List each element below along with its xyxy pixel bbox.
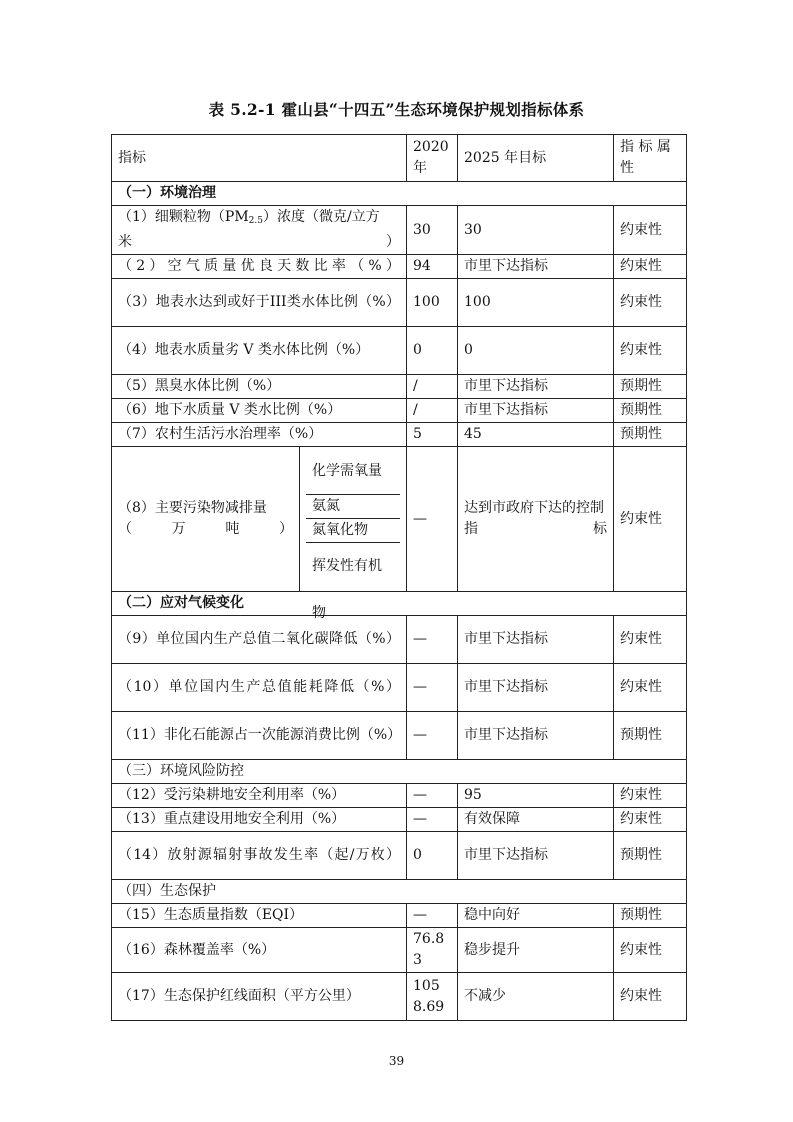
value-2025: 达到市政府下达的控制指标 (458, 447, 614, 592)
indicator-name: （10）单位国内生产总值能耗降低（%） (112, 664, 407, 712)
value-2025: 30 (458, 206, 614, 255)
table-row (112, 832, 687, 880)
table-row (112, 399, 687, 423)
indicator-name: （12）受污染耕地安全利用率（%） (112, 784, 407, 808)
attribute: 约束性 (614, 808, 687, 832)
value-2020: 1058.69 (407, 973, 458, 1021)
attribute: 约束性 (614, 255, 687, 279)
indicator-table (111, 134, 687, 1021)
attribute: 约束性 (614, 616, 687, 664)
attribute: 预期性 (614, 399, 687, 423)
indicator-name: （16）森林覆盖率（%） (112, 928, 407, 973)
value-2025: 市里下达指标 (458, 712, 614, 760)
attribute: 约束性 (614, 447, 687, 592)
attribute: 约束性 (614, 664, 687, 712)
attribute: 约束性 (614, 279, 687, 327)
value-2020: 0 (407, 832, 458, 880)
indicator-name: （17）生态保护红线面积（平方公里） (112, 973, 407, 1021)
table-row (112, 616, 687, 664)
attribute: 预期性 (614, 712, 687, 760)
value-2020: — (407, 904, 458, 928)
indicator-name: （13）重点建设用地安全利用（%） (112, 808, 407, 832)
value-2025: 市里下达指标 (458, 616, 614, 664)
page-number: 39 (388, 1054, 405, 1068)
table-row (112, 447, 687, 592)
header-indicator: 指标 (112, 135, 407, 182)
value-2025: 市里下达指标 (458, 399, 614, 423)
attribute: 约束性 (614, 928, 687, 973)
value-2025: 市里下达指标 (458, 255, 614, 279)
table-row (112, 712, 687, 760)
section-row (112, 760, 687, 784)
table-row (112, 904, 687, 928)
section-row (112, 182, 687, 206)
section-row (112, 592, 687, 616)
header-2020: 2020年 (407, 135, 458, 182)
table-row (112, 973, 687, 1021)
table-row (112, 664, 687, 712)
value-2025: 市里下达指标 (458, 664, 614, 712)
section-row (112, 880, 687, 904)
value-2020: / (407, 399, 458, 423)
table-row (112, 784, 687, 808)
pollutant-vocs: 挥发性有机物 (312, 558, 382, 621)
attribute: 约束性 (614, 206, 687, 255)
attribute: 预期性 (614, 375, 687, 399)
value-2025: 市里下达指标 (458, 832, 614, 880)
indicator-name: （5）黑臭水体比例（%） (112, 375, 407, 399)
value-2025: 稳中向好 (458, 904, 614, 928)
indicator-name: （9）单位国内生产总值二氧化碳降低（%） (112, 616, 407, 664)
table-title: 表 5.2-1 霍山县“十四五”生态环境保护规划指标体系 (208, 100, 585, 119)
value-2025: 0 (458, 327, 614, 375)
value-2025: 不减少 (458, 973, 614, 1021)
value-2020: — (407, 616, 458, 664)
pollutant-cod: 化学需氧量 (306, 448, 400, 495)
value-2020: 94 (407, 255, 458, 279)
section-climate-change: （二）应对气候变化 (112, 592, 687, 616)
indicator-name: （11）非化石能源占一次能源消费比例（%） (112, 712, 407, 760)
header-attribute: 指 标 属性 (614, 135, 687, 182)
value-2020: 5 (407, 423, 458, 447)
value-2020: 0 (407, 327, 458, 375)
table-row (112, 808, 687, 832)
table-row (112, 423, 687, 447)
table-row (112, 206, 687, 255)
attribute: 预期性 (614, 904, 687, 928)
attribute: 约束性 (614, 784, 687, 808)
value-2025: 有效保障 (458, 808, 614, 832)
value-2025: 95 (458, 784, 614, 808)
pollutant-list (300, 447, 407, 621)
indicator-name: （7）农村生活污水治理率（%） (112, 423, 407, 447)
indicator-name: （6）地下水质量 V 类水比例（%） (112, 399, 407, 423)
attribute: 预期性 (614, 423, 687, 447)
value-2020: 100 (407, 279, 458, 327)
indicator-name: （15）生态质量指数（EQI） (112, 904, 407, 928)
pollutant-ammonia-nitrogen: 氨氮 (306, 495, 400, 519)
indicator-name: （3）地表水达到或好于III类水体比例（%） (112, 279, 407, 327)
section-environment-governance: （一）环境治理 (112, 182, 687, 206)
attribute: 预期性 (614, 832, 687, 880)
header-2025-target: 2025 年目标 (458, 135, 614, 182)
indicator-name: （8）主要污染物减排量（万吨） (112, 447, 300, 592)
value-2020: 76.83 (407, 928, 458, 973)
value-2025: 100 (458, 279, 614, 327)
value-2020: — (407, 447, 458, 592)
value-2020: 30 (407, 206, 458, 255)
table-row (112, 928, 687, 973)
value-2020: / (407, 375, 458, 399)
table-row (112, 255, 687, 279)
header-row (112, 135, 687, 182)
section-environmental-risk: （三）环境风险防控 (112, 760, 687, 784)
pollutant-nitrogen-oxides: 氮氧化物 (306, 519, 400, 543)
value-2025: 45 (458, 423, 614, 447)
indicator-name: （4）地表水质量劣 V 类水体比例（%） (112, 327, 407, 375)
attribute: 约束性 (614, 327, 687, 375)
section-ecological-protection: （四）生态保护 (112, 880, 687, 904)
value-2025: 市里下达指标 (458, 375, 614, 399)
table-row (112, 327, 687, 375)
attribute: 约束性 (614, 973, 687, 1021)
indicator-name: （2）空气质量优良天数比率（%） (112, 255, 407, 279)
value-2025: 稳步提升 (458, 928, 614, 973)
indicator-name: （1）细颗粒物$(PM_{2.5})$浓度（微克/立方米） (112, 206, 407, 255)
table-row (112, 279, 687, 327)
value-2020: — (407, 712, 458, 760)
indicator-name: （14）放射源辐射事故发生率（起/万枚） (112, 832, 407, 880)
value-2020: — (407, 664, 458, 712)
table-row (112, 375, 687, 399)
value-2020: — (407, 784, 458, 808)
value-2020: — (407, 808, 458, 832)
